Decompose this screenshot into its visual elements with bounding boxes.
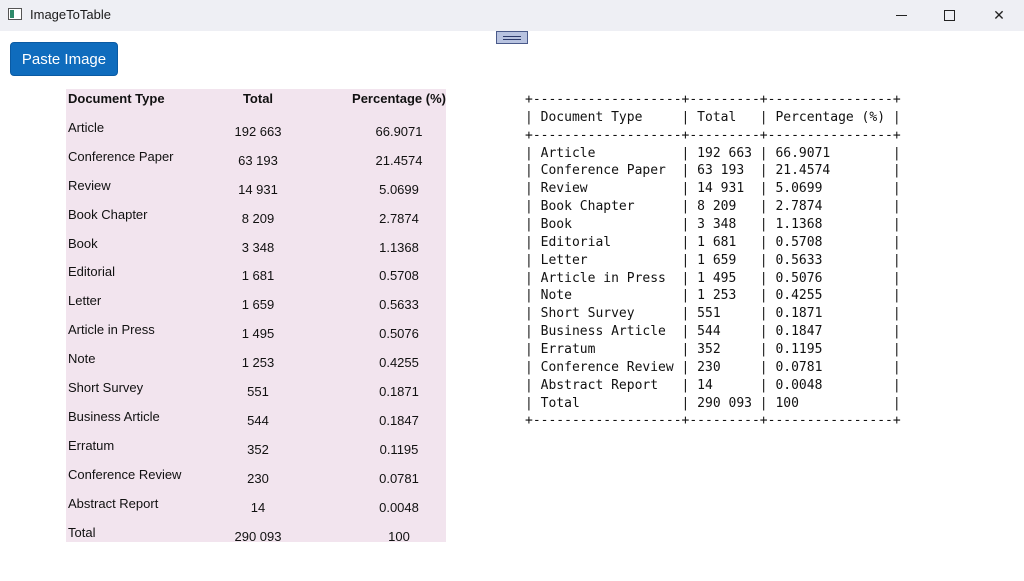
image-cell: 1.1368 — [379, 239, 419, 255]
maximize-icon — [944, 10, 955, 21]
image-cell: Conference Review — [68, 466, 182, 482]
image-table-row — [66, 149, 446, 178]
image-cell: 5.0699 — [379, 181, 419, 197]
image-table-row — [66, 467, 446, 496]
image-table-row — [66, 438, 446, 467]
image-cell: 551 — [247, 384, 269, 399]
image-cell: 2.7874 — [379, 210, 419, 226]
image-cell: 1 659 — [241, 297, 275, 313]
pasted-image-table — [66, 89, 446, 542]
image-cell: 0.4255 — [379, 355, 419, 371]
image-cell: 14 — [250, 499, 266, 515]
pane-splitter-handle[interactable] — [496, 31, 528, 44]
image-table-row — [66, 178, 446, 207]
image-cell: Conference Paper — [68, 148, 174, 164]
image-cell: Review — [68, 177, 111, 193]
image-cell: 544 — [247, 412, 269, 428]
ascii-table-output: +-------------------+---------+----------------+ | Document Type | Total | Percentage (%) | +-------------------+---------+----------------+ | Article | 192 663 | 66.9071 | | Conference Paper | 63 193 | 21.4574 | | Review | 14 931 | 5.0699 | | Book Chapter | 8 209 | 2.7874 | | Book | 3 348 | 1.1368 | | Editorial | 1 681 | 0.5708 | | Letter | 1 659 | 0.5633 | | Article in Press | 1 495 | 0.5076 | | Note | 1 253 | 0.4255 | | Short Survey | 551 | 0.1871 | | Business Article | 544 | 0.1847 | | Erratum | 352 | 0.1195 | | Conference Review | 230 | 0.0781 | | Abstract Report | 14 | 0.0048 | | Total | 290 093 | 100 | +-------------------+---------+----------------+ — [525, 92, 901, 429]
image-cell: Book Chapter — [68, 206, 148, 222]
close-button[interactable] — [976, 0, 1022, 31]
image-cell: Total — [68, 524, 96, 540]
image-cell: 0.0048 — [379, 499, 419, 515]
image-header-cell: Percentage (%) — [352, 91, 446, 106]
image-cell: 0.1195 — [379, 441, 419, 457]
image-table-row — [66, 264, 446, 293]
image-cell: Book — [68, 235, 98, 251]
image-cell: 1 253 — [241, 355, 275, 371]
image-cell: 1 681 — [241, 268, 275, 284]
paste-image-button[interactable]: Paste Image — [10, 42, 118, 76]
image-cell: 290 093 — [234, 528, 282, 544]
image-cell: 230 — [247, 470, 269, 486]
image-cell: 0.5708 — [379, 268, 419, 284]
image-cell: 14 931 — [238, 181, 278, 197]
image-table-row — [66, 236, 446, 265]
image-cell: Article in Press — [68, 322, 155, 338]
image-cell: 0.0781 — [379, 470, 419, 486]
image-table-row — [66, 351, 446, 380]
image-cell: 352 — [247, 441, 269, 457]
maximize-button[interactable] — [926, 0, 972, 31]
image-cell: 8 209 — [241, 210, 275, 226]
image-cell: Erratum — [68, 437, 115, 453]
image-cell: Letter — [68, 293, 102, 309]
image-header-row — [66, 91, 446, 120]
image-cell: 0.1871 — [379, 384, 419, 399]
app-icon — [8, 8, 22, 20]
image-table-row — [66, 322, 446, 351]
image-table-row — [66, 207, 446, 236]
image-cell: Business Article — [68, 408, 160, 424]
image-cell: 192 663 — [234, 123, 282, 139]
image-cell: Editorial — [68, 264, 115, 280]
image-table-row — [66, 409, 446, 438]
image-cell: Article — [68, 119, 105, 135]
image-header-cell: Document Type — [68, 91, 165, 106]
image-cell: 1 495 — [241, 326, 275, 342]
image-header-cell: Total — [242, 91, 274, 106]
minimize-icon — [896, 15, 907, 16]
image-cell: 3 348 — [241, 239, 275, 255]
image-cell: 21.4574 — [375, 152, 423, 168]
image-table-row — [66, 525, 446, 554]
image-table-row — [66, 120, 446, 149]
image-cell: 0.1847 — [379, 412, 419, 428]
image-table-row — [66, 380, 446, 409]
title-bar — [0, 0, 1024, 31]
image-cell: Short Survey — [68, 380, 144, 395]
window-title: ImageToTable — [30, 7, 111, 22]
image-cell: 0.5633 — [379, 297, 419, 313]
image-cell: 0.5076 — [379, 326, 419, 342]
image-cell: Abstract Report — [68, 495, 159, 511]
minimize-button[interactable] — [878, 0, 924, 31]
image-table-row — [66, 293, 446, 322]
image-cell: 63 193 — [238, 152, 278, 168]
image-cell: Note — [68, 351, 96, 367]
close-icon: ✕ — [993, 7, 1005, 24]
image-cell: 66.9071 — [375, 123, 423, 139]
image-table-row — [66, 496, 446, 525]
image-cell: 100 — [388, 528, 410, 544]
